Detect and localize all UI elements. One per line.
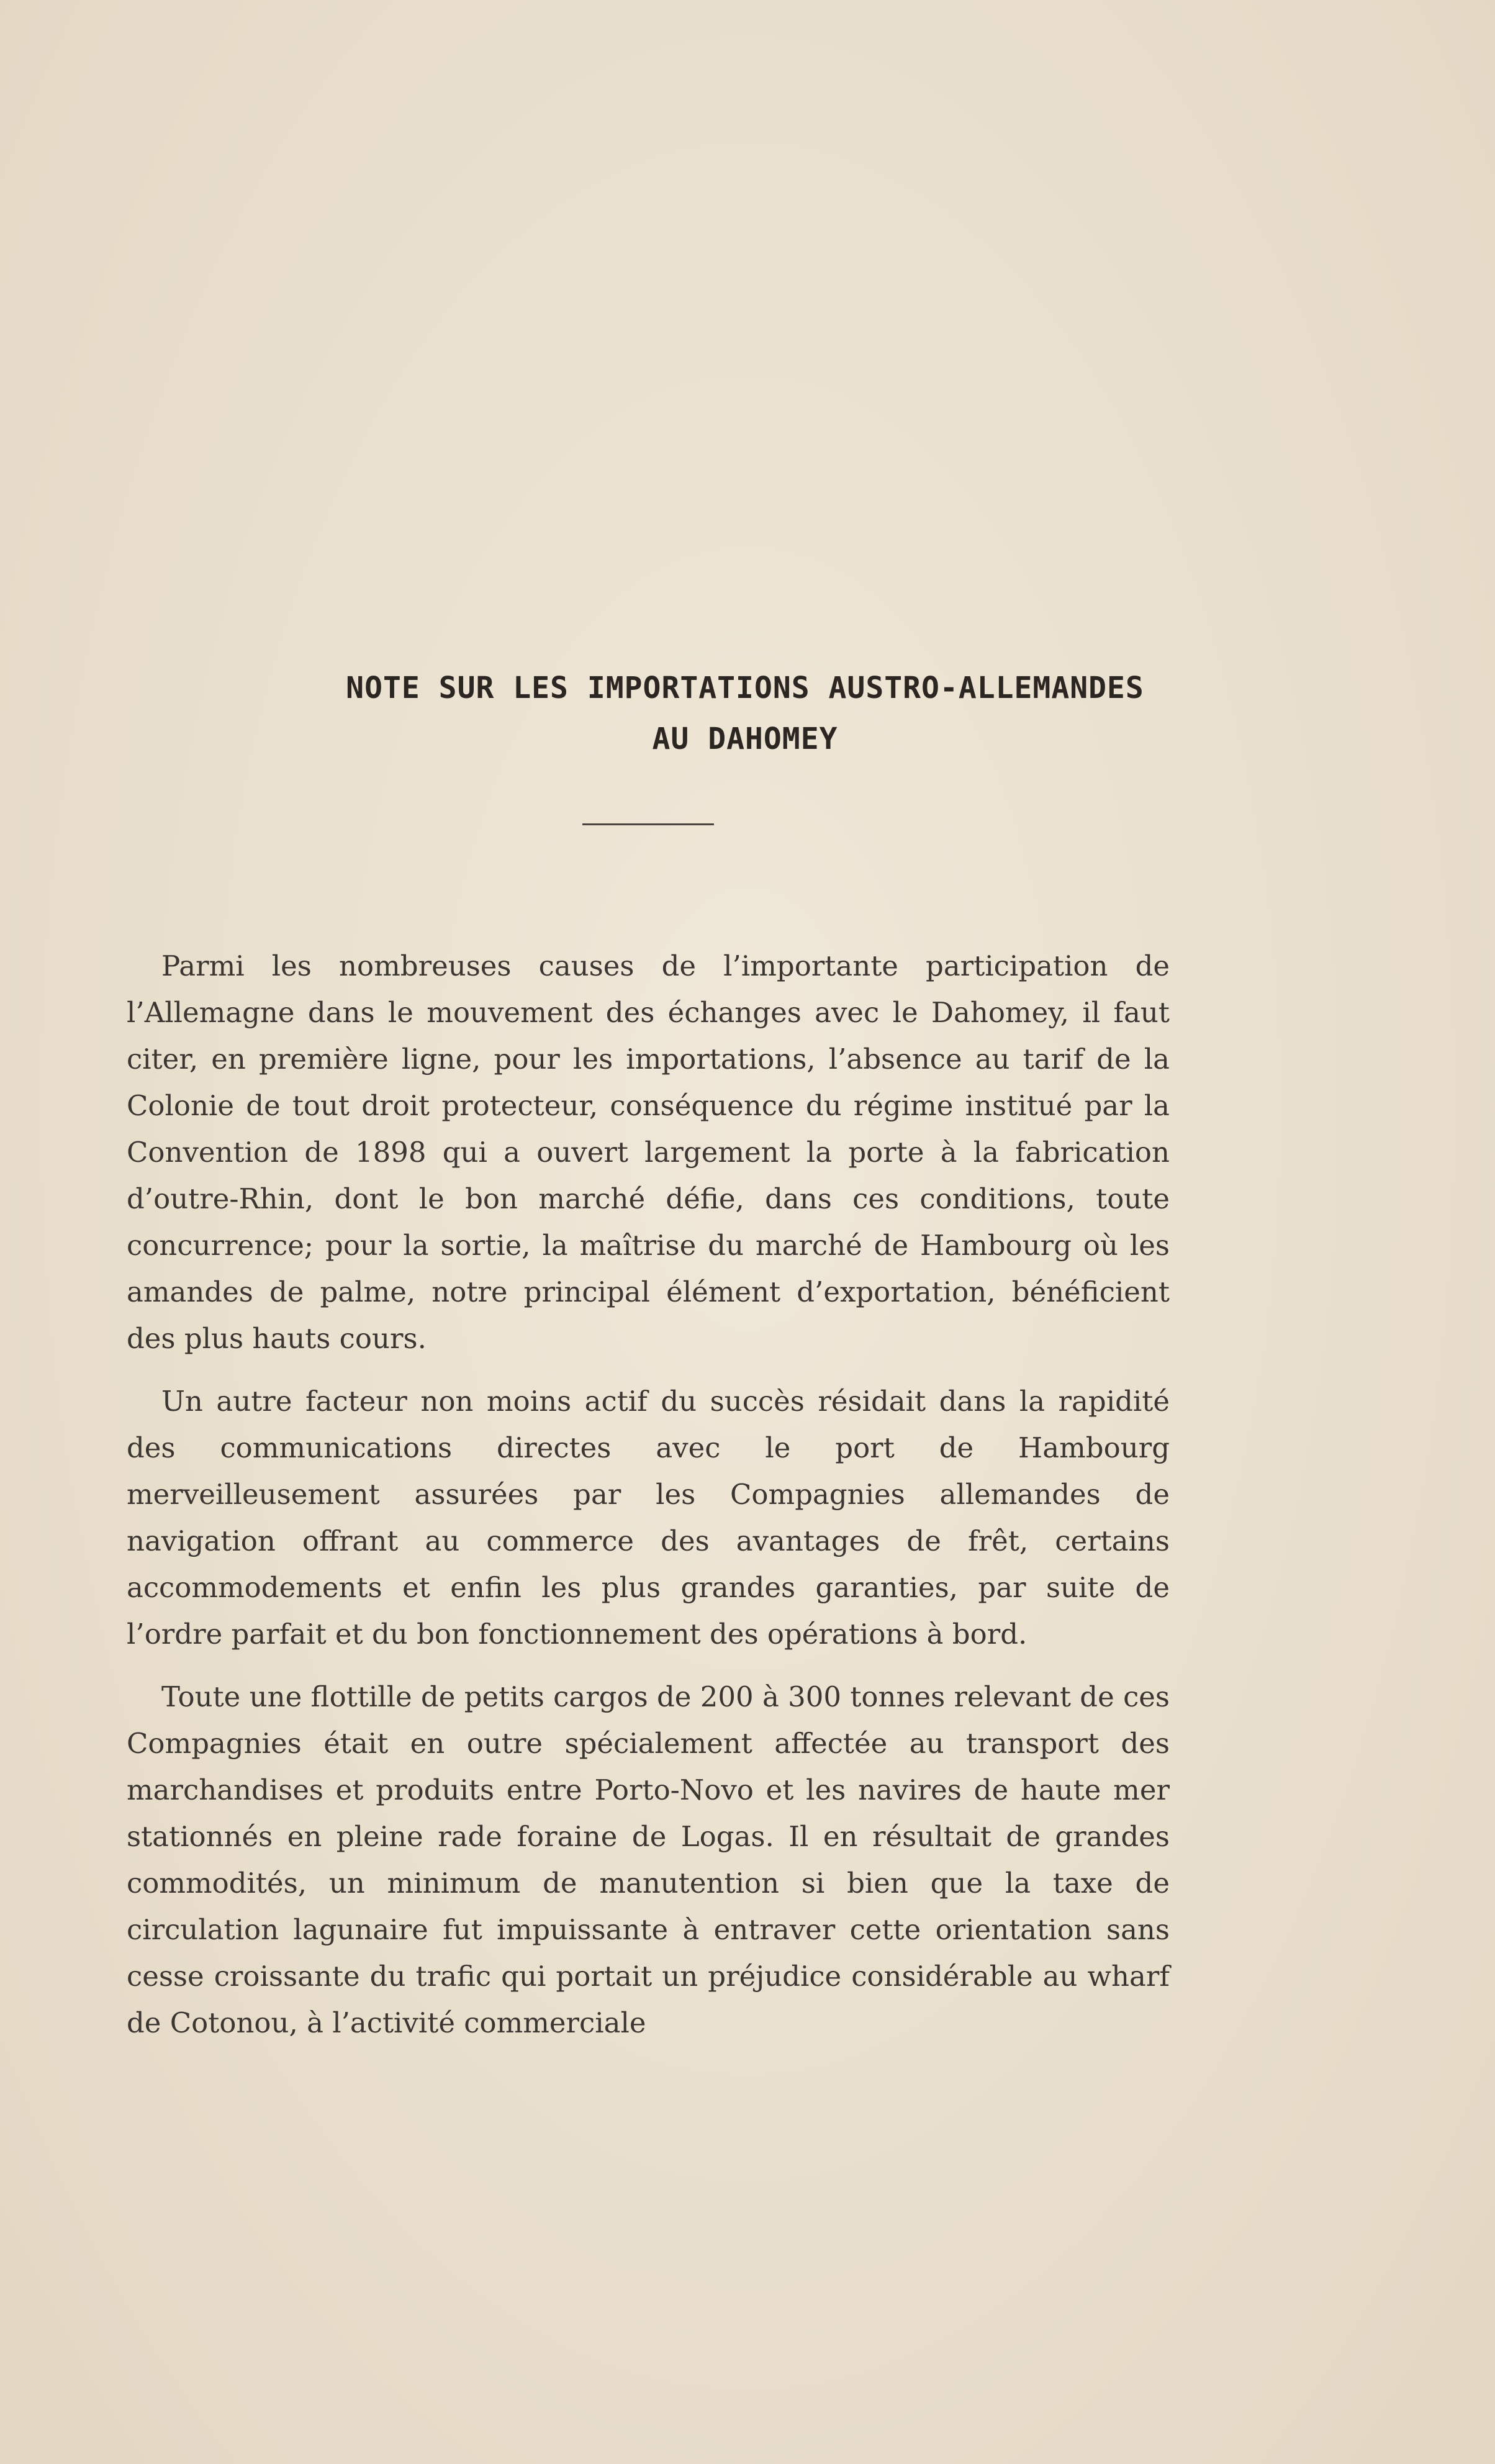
title-divider bbox=[582, 823, 714, 825]
body-text bbox=[127, 943, 1170, 2062]
paragraph-1: Parmi les nombreuses causes de l’importante participation de l’Allemagne dans le mouvement des échanges avec le Dahomey, il faut citer, en première ligne, pour les importations, l’absence au tarif de la Colonie de tout droit protecteur, conséquence du régime institué par la Convention de 1898 qui a ouvert largement la porte à la fabrication d’outre-Rhin, dont le bon marché défie, dans ces conditions, toute concurrence; pour la sortie, la maîtrise du marché de Hambourg où les amandes de palme, notre principal élément d’exportation, bénéficient des plus hauts cours. bbox=[127, 949, 1170, 1355]
title-line-1: NOTE SUR LES IMPORTATIONS AUSTRO-ALLEMANDES bbox=[346, 671, 1144, 705]
title-line-2: AU DAHOMEY bbox=[652, 722, 838, 756]
paragraph-3: Toute une flottille de petits cargos de 200 à 300 tonnes relevant de ces Compagnies était en outre spécialement affectée au transport des marchandises et produits entre Porto-Novo et les navires de haute mer stationnés en pleine rade foraine de Logas. Il en résultait de grandes commodités, un minimum de manutention si bien que la taxe de circulation lagunaire fut impuissante à entraver cette orientation sans cesse croissante du trafic qui portait un préjudice considérable au wharf de Cotonou, à l’activité commerciale bbox=[127, 1680, 1170, 2039]
paragraph-2: Un autre facteur non moins actif du succès résidait dans la rapidité des communications directes avec le port de Hambourg merveilleusement assurées par les Compagnies allemandes de navigation offrant au commerce des avantages de frêt, certains accommodements et enfin les plus grandes garanties, par suite de l’ordre parfait et du bon fonctionnement des opérations à bord. bbox=[127, 1385, 1170, 1651]
